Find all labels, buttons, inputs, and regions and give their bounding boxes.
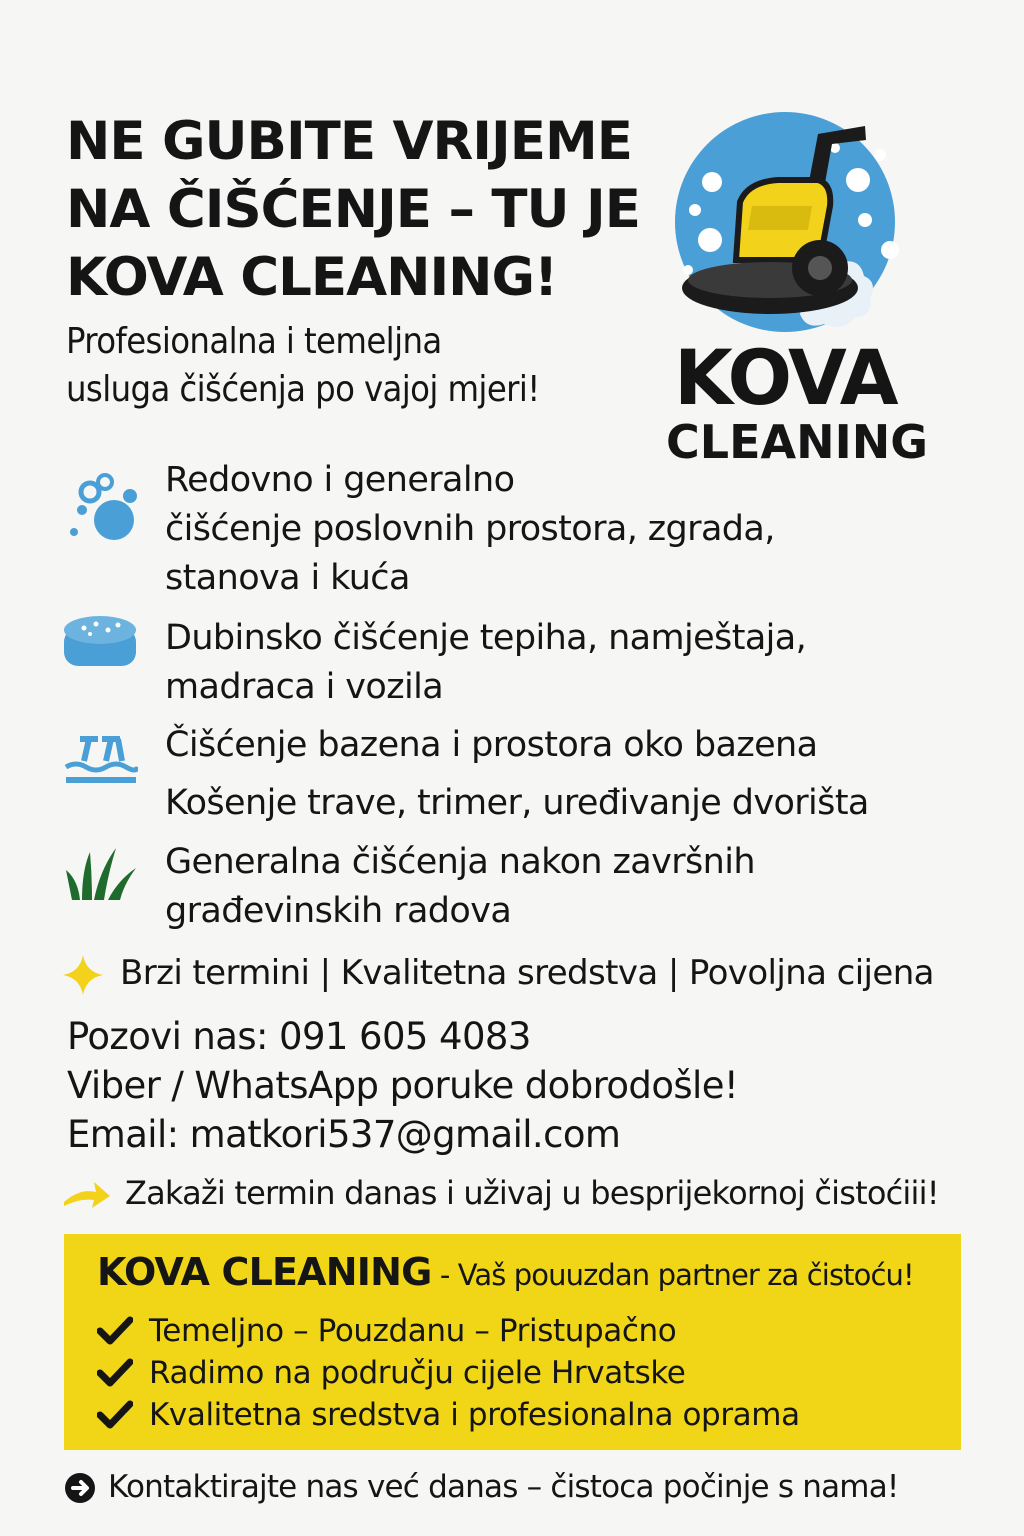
bubbles-icon bbox=[62, 470, 142, 542]
service-1-line-1: Redovno i generalno bbox=[165, 460, 515, 500]
service-3-line-1: Čišćenje bazena i prostora oko bazena bbox=[165, 725, 818, 765]
banner-title bbox=[97, 1250, 914, 1294]
banner-check-item bbox=[97, 1310, 957, 1352]
checkmark-icon bbox=[97, 1358, 133, 1388]
banner-check-item bbox=[97, 1394, 957, 1436]
arrow-right-icon bbox=[62, 1178, 112, 1210]
sponge-icon bbox=[62, 614, 138, 668]
sparkle-icon bbox=[62, 954, 104, 996]
banner-check-text: Kvalitetna sredstva i profesionalna oprama bbox=[149, 1397, 800, 1433]
headline-line-1: NE GUBITE VRIJEME bbox=[66, 111, 632, 172]
banner-tagline: - Vaš pouuzdan partner za čistoću! bbox=[431, 1258, 914, 1292]
banner-check-text: Radimo na području cijele Hrvatske bbox=[149, 1355, 686, 1391]
subtitle-line-1: Profesionalna i temeljna bbox=[66, 321, 442, 362]
headline-line-3: KOVA CLEANING! bbox=[66, 247, 558, 308]
logo-wordmark-kova: KOVA bbox=[674, 333, 897, 422]
messaging-line: Viber / WhatsApp poruke dobrodošle! bbox=[67, 1064, 739, 1107]
checkmark-icon bbox=[97, 1400, 133, 1430]
banner-check-text: Temeljno – Pouzdanu – Pristupačno bbox=[149, 1313, 677, 1349]
banner-check-item bbox=[97, 1352, 957, 1394]
logo-wordmark-cleaning: CLEANING bbox=[666, 415, 928, 469]
pool-icon bbox=[62, 733, 138, 789]
service-1-line-3: stanova i kuća bbox=[165, 558, 410, 598]
highlights-row bbox=[62, 950, 982, 998]
contact-block bbox=[67, 1012, 967, 1159]
service-5-line-1: Generalna čišćenja nakon završnih bbox=[165, 842, 755, 882]
arrow-circle-icon bbox=[64, 1472, 96, 1504]
banner-brand: KOVA CLEANING bbox=[97, 1250, 432, 1294]
phone-line[interactable]: Pozovi nas: 091 605 4083 bbox=[67, 1015, 531, 1058]
service-2-line-2: madraca i vozila bbox=[165, 667, 444, 707]
cta-text: Zakaži termin danas i uživaj u besprijekornoj čistoćiii! bbox=[125, 1174, 939, 1212]
service-2-line-1: Dubinsko čišćenje tepiha, namještaja, bbox=[165, 618, 807, 658]
subtitle bbox=[66, 318, 646, 414]
headline bbox=[66, 108, 646, 312]
highlights-text: Brzi termini | Kvalitetna sredstva | Povoljna cijena bbox=[120, 953, 934, 993]
call-to-action bbox=[62, 1170, 982, 1216]
service-4-line-1: Košenje trave, trimer, uređivanje dvorišta bbox=[165, 783, 869, 823]
subtitle-line-2: usluga čišćenja po vajoj mjeri! bbox=[66, 369, 540, 410]
email-line[interactable]: Email: matkori537@gmail.com bbox=[67, 1113, 621, 1156]
footer bbox=[64, 1464, 964, 1510]
grass-icon bbox=[64, 840, 138, 902]
service-5-line-2: građevinskih radova bbox=[165, 891, 512, 931]
checkmark-icon bbox=[97, 1316, 133, 1346]
service-1-line-2: čišćenje poslovnih prostora, zgrada, bbox=[165, 509, 775, 549]
yellow-banner bbox=[64, 1234, 961, 1450]
headline-line-2: NA ČIŠĆENJE – TU JE bbox=[66, 179, 640, 240]
footer-text: Kontaktirajte nas već danas – čistoca počinje s nama! bbox=[108, 1469, 899, 1505]
